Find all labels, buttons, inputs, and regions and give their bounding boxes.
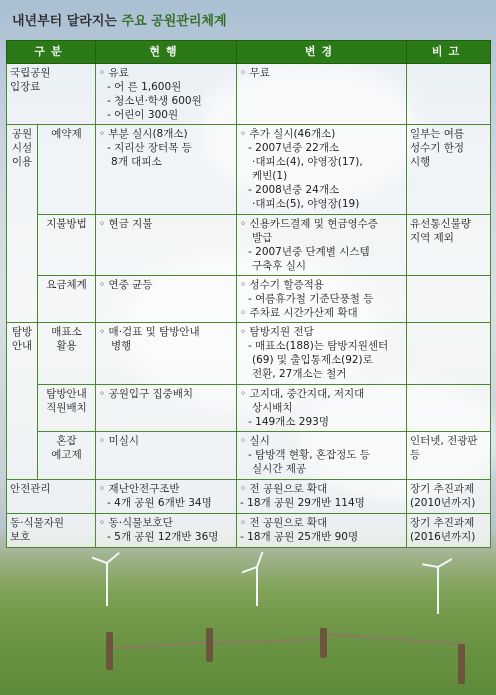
current-cell xyxy=(96,276,237,323)
cell-text: 이용 xyxy=(11,156,33,168)
cell-text: 장기 추진과제 xyxy=(410,483,475,495)
cell-text: 시설 xyxy=(11,142,33,154)
cell-text: 성수기 한정 xyxy=(410,142,465,154)
row-label: 요금체계 xyxy=(38,276,96,323)
cell-text: - 2007년중 단계별 시스템 xyxy=(248,246,370,258)
cell-text: 구축후 실시 xyxy=(252,260,307,272)
cell-text: ◦ 동·식물보호단 xyxy=(99,517,173,529)
wind-turbine-icon xyxy=(437,566,439,614)
row-label xyxy=(38,432,96,480)
current-cell xyxy=(96,514,237,548)
change-cell xyxy=(237,276,407,323)
current-cell xyxy=(96,125,237,215)
current-cell xyxy=(96,385,237,432)
fence-post xyxy=(106,632,113,670)
cell-text: - 18개 공원 29개반 114명 xyxy=(240,497,365,509)
cell-text: (69) 및 출입통제소(92)로 xyxy=(252,354,373,366)
cell-text: 국립공원 xyxy=(10,67,51,79)
cell-text: 유선통신불량 xyxy=(410,218,471,230)
cell-text: ◦ 신용카드결제 및 현금영수증 xyxy=(240,218,378,230)
cell-text: 발급 xyxy=(252,232,273,244)
cell-text: ◦ 고지대, 중간지대, 저지대 xyxy=(240,388,365,400)
header-change: 변경 xyxy=(237,41,407,64)
cell-text: 보호 xyxy=(10,531,31,543)
cell-text: 상시배치 xyxy=(252,402,293,414)
note-cell xyxy=(407,125,491,215)
cell-text: ◦ 유료 xyxy=(99,67,129,79)
note-cell xyxy=(407,64,491,125)
wind-turbine-icon xyxy=(106,562,108,606)
current-cell xyxy=(96,215,237,276)
cell-text: 전환, 27개소는 철거 xyxy=(252,368,347,380)
table-row xyxy=(7,125,491,215)
row-label xyxy=(38,323,96,385)
cell-text: - 청소년·학생 600원 xyxy=(107,95,202,107)
cell-text: 시행 xyxy=(410,156,431,168)
fence-post xyxy=(206,628,213,662)
cell-text: 실시간 제공 xyxy=(252,463,307,475)
cell-text: 탐방안내 xyxy=(46,388,87,400)
note-cell xyxy=(407,514,491,548)
page-title xyxy=(12,10,227,29)
wind-turbine-icon xyxy=(256,566,258,606)
table-row xyxy=(7,215,491,276)
cell-text: (2010년까지) xyxy=(410,497,476,509)
table-row xyxy=(7,276,491,323)
cell-text: ◦ 매·검표 및 탐방안내 xyxy=(99,326,200,338)
title-prefix: 내년부터 달라지는 xyxy=(12,14,117,29)
cell-text: 등 xyxy=(410,449,421,461)
cell-text: - 여름휴가철 기준단풍철 등 xyxy=(248,293,374,305)
cell-text: 탐방 xyxy=(11,326,33,338)
current-cell xyxy=(96,64,237,125)
cell-text: 병행 xyxy=(111,340,132,352)
cell-text: 공원 xyxy=(11,128,33,140)
cell-text: - 2008년중 24개소 xyxy=(248,184,340,196)
cell-text: 동·식물자원 xyxy=(10,517,65,529)
title-highlight: 주요 공원관리체계 xyxy=(121,14,227,29)
cell-text: - 탐방객 현황, 혼잡정도 등 xyxy=(248,449,370,461)
change-cell xyxy=(237,514,407,548)
cell-text: - 어린이 300원 xyxy=(107,109,179,121)
cell-text: - 매표소(188)는 탐방지원센터 xyxy=(248,340,389,352)
cell-text: - 4개 공원 6개반 34명 xyxy=(107,497,212,509)
cell-text: - 2007년중 22개소 xyxy=(248,142,340,154)
cell-text: 지역 제외 xyxy=(410,232,454,244)
row-label xyxy=(7,64,96,125)
note-cell xyxy=(407,385,491,432)
group-label-guide xyxy=(7,323,38,480)
table-row xyxy=(7,64,491,125)
cell-text: - 어 른 1,600원 xyxy=(107,81,182,93)
change-cell xyxy=(237,323,407,385)
current-cell xyxy=(96,323,237,385)
change-cell xyxy=(237,385,407,432)
fence-post xyxy=(320,628,327,658)
cell-text: ◦ 현금 지불 xyxy=(99,218,153,230)
fence-post xyxy=(458,644,465,684)
cell-text: - 18개 공원 25개반 90명 xyxy=(240,531,359,543)
cell-text: 인터넷, 전광판 xyxy=(410,435,478,447)
cell-text: 8개 대피소 xyxy=(111,156,162,168)
row-label: 안전관리 xyxy=(7,480,96,514)
cell-text: 직원배치 xyxy=(46,402,87,414)
table-row xyxy=(7,480,491,514)
note-cell xyxy=(407,276,491,323)
cell-text: - 지리산 장터목 등 xyxy=(107,142,192,154)
cell-text: ◦ 주차료 시간가산제 확대 xyxy=(240,307,358,319)
cell-text: ◦ 연중 균등 xyxy=(99,279,153,291)
cell-text: - 149개소 293명 xyxy=(248,416,329,428)
cell-text: ◦ 재난안전구조반 xyxy=(99,483,180,495)
cell-text: 입장료 xyxy=(10,81,41,93)
cell-text: ·대피소(5), 야영장(19) xyxy=(252,198,360,210)
cell-text: ◦ 추가 실시(46개소) xyxy=(240,128,336,140)
header-note: 비고 xyxy=(407,41,491,64)
current-cell xyxy=(96,480,237,514)
policy-table xyxy=(6,40,491,548)
cell-text: 예고제 xyxy=(51,449,82,461)
cell-text: ◦ 전 공원으로 확대 xyxy=(240,483,328,495)
cell-text: ◦ 무료 xyxy=(240,67,270,79)
row-label xyxy=(38,385,96,432)
change-cell xyxy=(237,432,407,480)
header-current: 현행 xyxy=(96,41,237,64)
change-cell xyxy=(237,64,407,125)
current-cell xyxy=(96,432,237,480)
cell-text: ◦ 공원입구 집중배치 xyxy=(99,388,194,400)
group-label-facility xyxy=(7,125,38,323)
cell-text: ◦ 탐방지원 전담 xyxy=(240,326,314,338)
note-cell xyxy=(407,432,491,480)
cell-text: ◦ 성수기 할증적용 xyxy=(240,279,324,291)
cell-text: 혼잡 xyxy=(56,435,77,447)
table-header-row xyxy=(7,41,491,64)
row-label: 지불방법 xyxy=(38,215,96,276)
cell-text: 매표소 xyxy=(51,326,82,338)
change-cell xyxy=(237,125,407,215)
note-cell xyxy=(407,480,491,514)
cell-text: 안내 xyxy=(11,340,33,352)
cell-text: 케빈(1) xyxy=(252,170,288,182)
header-category: 구분 xyxy=(7,41,96,64)
cell-text: ◦ 부분 실시(8개소) xyxy=(99,128,188,140)
change-cell xyxy=(237,480,407,514)
row-label: 예약제 xyxy=(38,125,96,215)
cell-text: - 5개 공원 12개반 36명 xyxy=(107,531,219,543)
row-label xyxy=(7,514,96,548)
cell-text: ·대피소(4), 야영장(17), xyxy=(252,156,363,168)
cell-text: (2016년까지) xyxy=(410,531,476,543)
change-cell xyxy=(237,215,407,276)
table-row xyxy=(7,432,491,480)
note-cell xyxy=(407,323,491,385)
cell-text: 장기 추진과제 xyxy=(410,517,475,529)
table-row xyxy=(7,385,491,432)
table-row xyxy=(7,323,491,385)
cell-text: 일부는 여름 xyxy=(410,128,465,140)
cell-text: ◦ 전 공원으로 확대 xyxy=(240,517,328,529)
cell-text: ◦ 실시 xyxy=(240,435,270,447)
table-row xyxy=(7,514,491,548)
cell-text: 활용 xyxy=(56,340,77,352)
cell-text: ◦ 미실시 xyxy=(99,435,139,447)
note-cell xyxy=(407,215,491,276)
